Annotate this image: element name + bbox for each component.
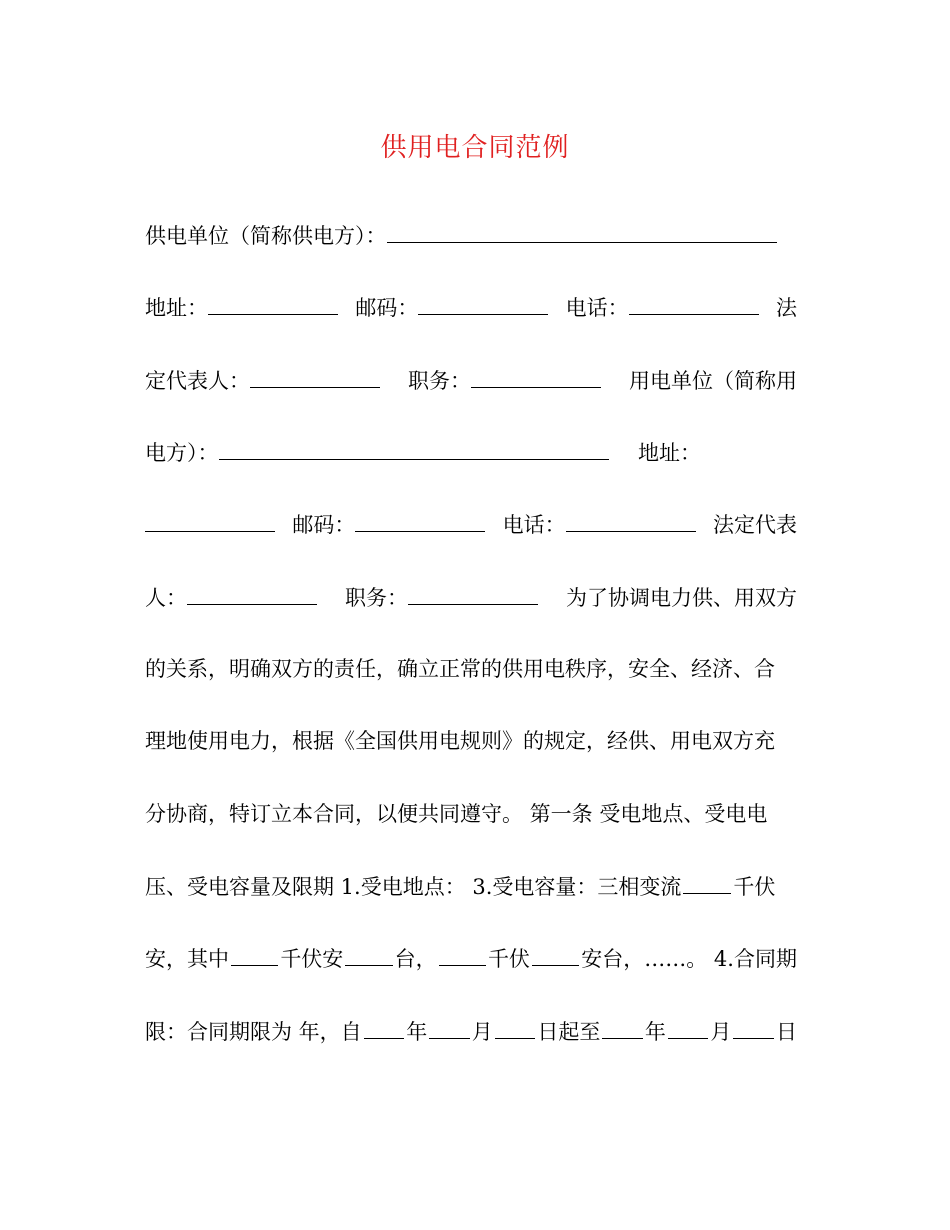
capacity-detail-d: 千伏: [487, 947, 530, 971]
postcode-group: [355, 290, 548, 325]
address-blank: [208, 290, 338, 315]
user-address-label: 地址：: [638, 441, 701, 465]
user-rep-blank: [187, 580, 317, 605]
term-blank-1: [364, 1014, 405, 1039]
user-phone-blank: [566, 507, 696, 532]
user-address-blank: [145, 507, 275, 532]
capacity-blank-2: [345, 941, 392, 966]
term-text-f: 月: [710, 1020, 732, 1044]
capacity-blank: [683, 869, 731, 894]
position-blank: [471, 363, 601, 388]
user-postcode-label: 邮码：: [292, 513, 356, 537]
legal-rep-group: [145, 363, 380, 398]
user-postcode-blank: [355, 507, 485, 532]
term-text-a: 限：合同期限为 年，自: [145, 1020, 362, 1044]
purpose-text-start: 为了协调电力供、用双方: [566, 586, 797, 610]
phone-group: [566, 290, 759, 325]
text-line-7: [145, 652, 797, 686]
capacity-detail-a: 安，其中: [145, 947, 229, 971]
legal-rep-blank: [250, 363, 380, 388]
phone-label: 电话：: [565, 296, 629, 320]
user-phone-label: 电话：: [502, 513, 566, 537]
user-position-blank: [408, 580, 538, 605]
position-label: 职务：: [408, 369, 471, 393]
user-blank: [219, 435, 609, 460]
text-line-supplier-contact: [145, 290, 797, 324]
capacity-detail-b: 千伏安: [280, 947, 344, 971]
text-line-9: [145, 797, 797, 831]
capacity-blank-4: [532, 941, 579, 966]
user-rep-group: [145, 580, 317, 615]
capacity-text: 压、受电容量及限期 1.受电地点： 3.受电容量：三相变流: [145, 875, 682, 899]
paragraph-line-8: 理地使用电力，根据《全国供用电规则》的规定，经供、用电双方充: [145, 729, 775, 753]
capacity-detail-c: 台，: [394, 947, 437, 971]
postcode-blank: [418, 290, 548, 315]
term-text-g: 日: [775, 1020, 797, 1044]
user-phone-group: [503, 507, 696, 542]
term-blank-5: [668, 1014, 709, 1039]
text-line-11: [145, 941, 797, 975]
legal-start-text: 法: [775, 296, 797, 320]
user-postcode-group: [292, 507, 485, 542]
text-line-legal-rep: [145, 363, 797, 397]
text-line-user: [145, 435, 797, 469]
position-group: [408, 363, 601, 398]
text-line-user-rep: [145, 580, 797, 614]
term-blank-3: [495, 1014, 536, 1039]
term-blank-6: [733, 1014, 774, 1039]
capacity-unit: 千伏: [733, 875, 776, 899]
user-label: 电方）：: [145, 441, 219, 465]
address-label: 地址：: [145, 296, 208, 320]
term-text-b: 年: [406, 1020, 428, 1044]
text-line-12: [145, 1014, 797, 1048]
capacity-blank-1: [231, 941, 278, 966]
user-group: [145, 435, 609, 470]
term-blank-4: [602, 1014, 643, 1039]
text-line-supplier: [145, 218, 797, 252]
supplier-contact-group: [145, 290, 338, 325]
term-text-e: 年: [644, 1020, 666, 1044]
postcode-label: 邮码：: [355, 296, 419, 320]
paragraph-line-7: 的关系，明确双方的责任，确立正常的供用电秩序，安全、经济、合: [145, 657, 775, 681]
paragraph-line-9: 分协商，特订立本合同，以便共同遵守。 第一条 受电地点、受电电: [145, 802, 768, 826]
user-rep-label: 人：: [145, 586, 187, 610]
phone-blank: [629, 290, 759, 315]
term-text-d: 日起至: [537, 1020, 601, 1044]
legal-rep-label: 定代表人：: [145, 369, 250, 393]
text-line-10: [145, 869, 797, 903]
user-position-group: [345, 580, 538, 615]
user-legal-start-text: 法定代表: [712, 513, 797, 537]
supplier-blank: [387, 218, 777, 243]
user-unit-label: 用电单位（简称用: [629, 369, 797, 393]
document-title: 供用电合同范例: [380, 133, 570, 163]
supplier-label: 供电单位（简称供电方）：: [145, 224, 387, 248]
capacity-blank-3: [439, 941, 486, 966]
user-position-label: 职务：: [345, 586, 408, 610]
text-line-8: [145, 724, 797, 758]
term-blank-2: [429, 1014, 470, 1039]
capacity-detail-e: 安台，……。 4.合同期: [581, 947, 797, 971]
text-line-user-contact: [145, 507, 797, 541]
term-text-c: 月: [471, 1020, 493, 1044]
